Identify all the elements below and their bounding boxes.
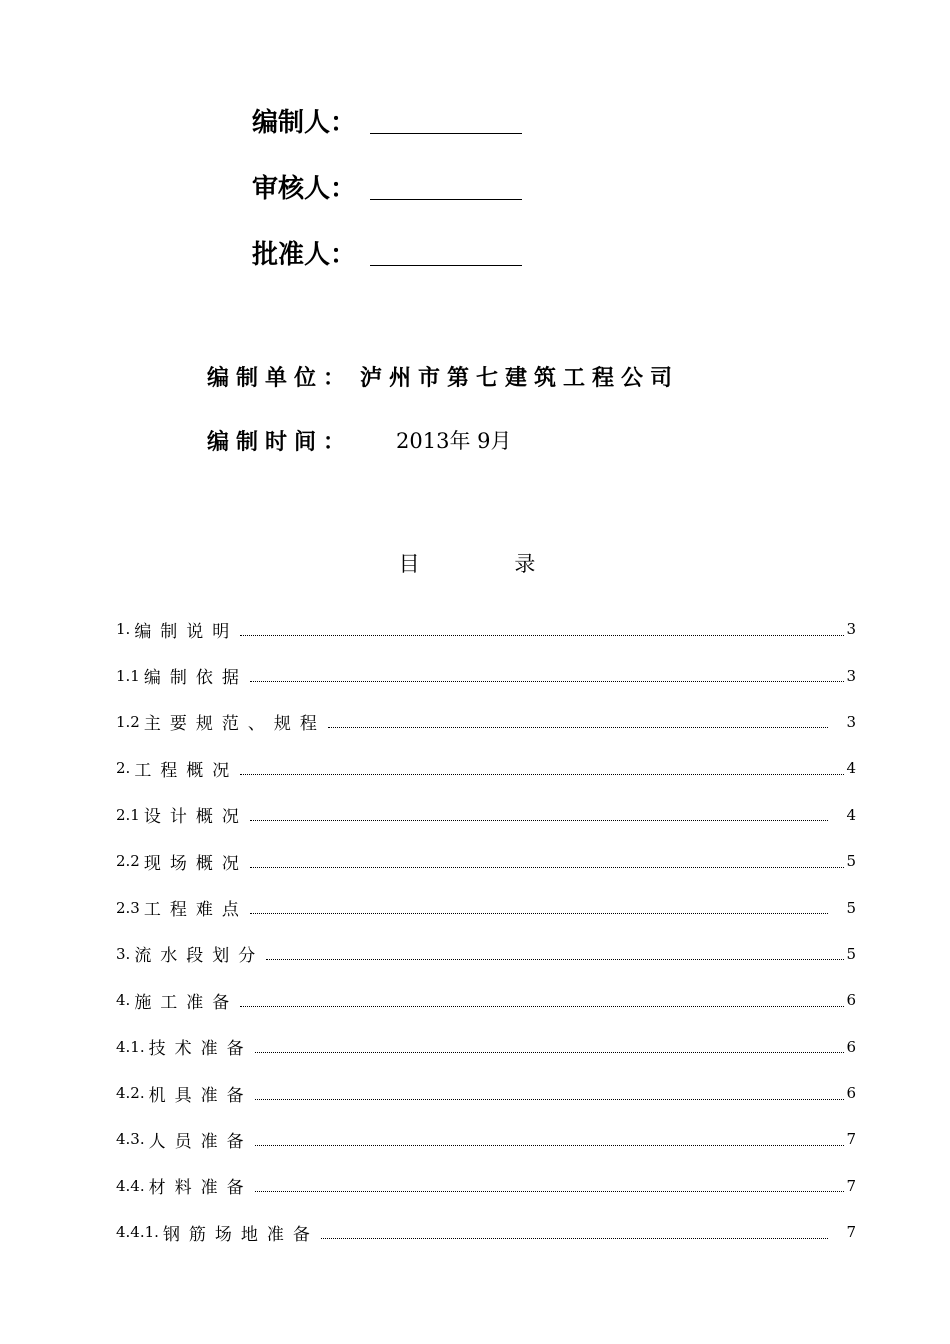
toc-item[interactable] — [116, 792, 856, 838]
toc-leader-dots — [240, 1006, 844, 1007]
toc-leader-dots — [255, 1052, 845, 1053]
compiling-unit-value: 泸州市第七建筑工程公司 — [360, 365, 680, 391]
toc-item-text: 编制说明 — [134, 621, 239, 642]
toc-item-text: 现场概况 — [143, 853, 248, 874]
toc-item[interactable] — [116, 745, 856, 791]
toc-item[interactable] — [116, 1116, 856, 1162]
toc-item-number: 4.1. — [116, 1037, 145, 1056]
toc-item-number: 2. — [116, 759, 131, 778]
toc-item-text: 工程概况 — [134, 760, 239, 781]
toc-item[interactable] — [116, 931, 856, 977]
compiler-signature-line — [370, 133, 522, 134]
signature-row-approver — [252, 228, 522, 268]
toc-leader-dots — [250, 820, 829, 821]
toc-item-page: 5 — [846, 944, 856, 963]
approver-signature-line — [370, 265, 522, 266]
compiling-time-label: 编制时间： — [207, 429, 353, 455]
toc-item[interactable] — [116, 652, 856, 698]
approver-label: 批准人： — [252, 240, 357, 270]
toc-item-page: 3 — [846, 620, 856, 639]
toc-leader-dots — [255, 1099, 845, 1100]
toc-item-page: 6 — [846, 1084, 856, 1103]
compiling-unit-row — [207, 359, 679, 393]
toc-item-page: 5 — [846, 898, 856, 917]
signature-row-reviewer — [252, 162, 522, 202]
compiling-time-row — [207, 423, 512, 457]
toc-item-page: 7 — [846, 1223, 856, 1242]
toc-item[interactable] — [116, 1070, 856, 1116]
toc-item[interactable] — [116, 699, 856, 745]
toc-leader-dots — [255, 1191, 845, 1192]
toc-item-page: 4 — [846, 805, 856, 824]
toc-item[interactable] — [116, 977, 856, 1023]
toc-item-page: 3 — [846, 712, 856, 731]
signature-row-compiler — [252, 96, 522, 136]
toc-item[interactable] — [116, 838, 856, 884]
toc-item-text: 材料准备 — [148, 1178, 253, 1199]
toc-item-text: 机具准备 — [148, 1085, 253, 1106]
toc-item-number: 1.2 — [116, 712, 140, 731]
toc-item[interactable] — [116, 606, 856, 652]
toc-item[interactable] — [116, 884, 856, 930]
toc-item-number: 4. — [116, 991, 131, 1010]
toc-item-text: 施工准备 — [134, 992, 239, 1013]
toc-item-text: 钢筋场地准备 — [162, 1224, 319, 1245]
toc-title: 目 录 — [398, 552, 580, 576]
toc-item-number: 4.3. — [116, 1130, 145, 1149]
toc-item[interactable] — [116, 1024, 856, 1070]
toc-item-number: 2.2 — [116, 852, 140, 871]
toc-item-page: 6 — [846, 991, 856, 1010]
compiling-time-value: 2013年 9月 — [396, 429, 512, 453]
toc-leader-dots — [240, 635, 844, 636]
toc-leader-dots — [250, 867, 845, 868]
toc-item-text: 人员准备 — [148, 1131, 253, 1152]
toc-item-number: 4.2. — [116, 1084, 145, 1103]
toc-item-number: 1.1 — [116, 666, 140, 685]
toc-item-number: 3. — [116, 944, 131, 963]
toc-item-number: 1. — [116, 620, 131, 639]
toc-item-text: 主要规范、规程 — [143, 714, 326, 735]
compiler-label: 编制人： — [252, 108, 357, 138]
toc-item-text: 设计概况 — [143, 807, 248, 828]
toc-leader-dots — [328, 727, 829, 728]
toc-item-page: 3 — [846, 666, 856, 685]
toc-item-number: 4.4. — [116, 1176, 145, 1195]
toc-item[interactable] — [116, 1163, 856, 1209]
toc-item-page: 5 — [846, 852, 856, 871]
toc-item-page: 7 — [846, 1176, 856, 1195]
toc-leader-dots — [250, 913, 829, 914]
toc-item-page: 6 — [846, 1037, 856, 1056]
toc-item-text: 工程难点 — [143, 900, 248, 921]
toc-item-text: 流水段划分 — [134, 946, 265, 967]
reviewer-label: 审核人： — [252, 174, 357, 204]
toc-item-number: 4.4.1. — [116, 1223, 159, 1242]
table-of-contents — [116, 606, 856, 1255]
toc-item-number: 2.1 — [116, 805, 140, 824]
toc-item-page: 7 — [846, 1130, 856, 1149]
toc-item-text: 编制依据 — [143, 668, 248, 689]
toc-leader-dots — [266, 959, 844, 960]
compiling-unit-label: 编制单位： — [207, 365, 353, 391]
toc-item-text: 技术准备 — [148, 1039, 253, 1060]
toc-leader-dots — [250, 681, 845, 682]
toc-leader-dots — [255, 1145, 845, 1146]
toc-item[interactable] — [116, 1209, 856, 1255]
toc-item-number: 2.3 — [116, 898, 140, 917]
toc-leader-dots — [321, 1238, 829, 1239]
toc-leader-dots — [240, 774, 844, 775]
toc-item-page: 4 — [846, 759, 856, 778]
reviewer-signature-line — [370, 199, 522, 200]
